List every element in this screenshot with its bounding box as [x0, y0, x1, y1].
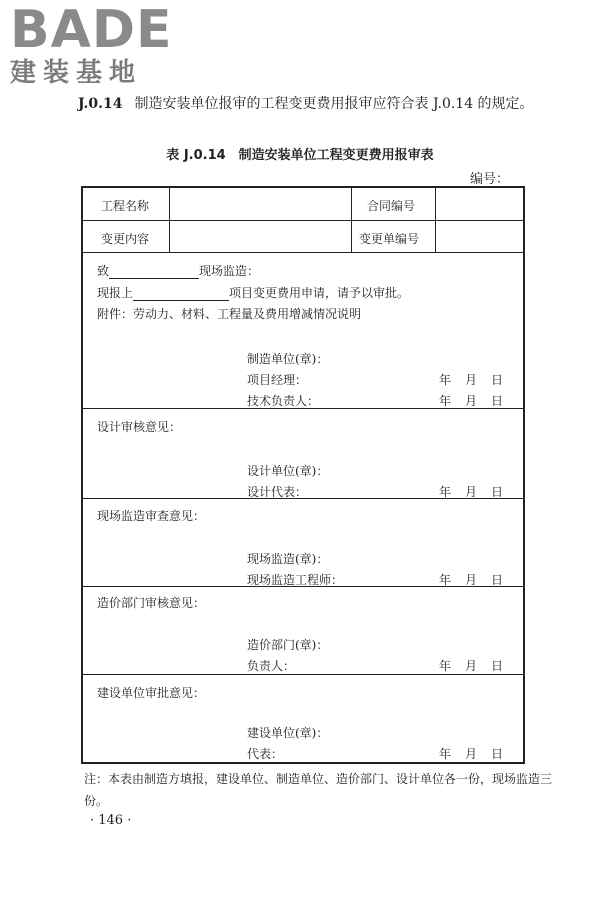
manufacturer-seal-label: 制造单位(章)：: [247, 352, 329, 366]
change-content-label: 变更内容: [101, 232, 150, 246]
owner-seal-label: 建设单位(章)：: [247, 726, 329, 740]
date-month: 月: [465, 485, 478, 499]
date-day: 日: [491, 747, 504, 761]
supervision-seal-label: 现场监造(章)：: [247, 552, 329, 566]
date-month: 月: [465, 573, 478, 587]
date-day: 日: [491, 394, 504, 408]
table-title: 表 J.0.14 制造安装单位工程变更费用报审表: [166, 148, 434, 163]
submission-suffix: 项目变更费用申请，请予以审批。: [229, 286, 410, 300]
row-divider: [83, 220, 523, 221]
project-manager-label: 项目经理：: [247, 373, 308, 387]
date-day: 日: [491, 485, 504, 499]
change-content-field[interactable]: [171, 222, 349, 250]
date-line: [439, 483, 503, 500]
contract-no-label: 合同编号: [367, 199, 416, 213]
design-seal-label: 设计单位(章)：: [247, 464, 329, 478]
date-year: 年: [439, 394, 452, 408]
submission-prefix: 现报上: [97, 286, 134, 300]
addressee-prefix: 致: [97, 264, 110, 278]
submission-line: [97, 284, 409, 301]
date-month: 月: [465, 659, 478, 673]
clause-text: 制造安装单位报审的工程变更费用报审应符合表 J.0.14 的规定。: [134, 96, 534, 112]
addressee-suffix: 现场监造：: [199, 264, 260, 278]
date-month: 月: [465, 394, 478, 408]
clause-paragraph: [78, 92, 558, 116]
project-name-label: 工程名称: [101, 199, 150, 213]
date-line: [439, 745, 503, 762]
supervision-engineer-label: 现场监造工程师：: [247, 573, 344, 587]
addressee-line: [97, 262, 259, 279]
table-note: 注：本表由制造方填报，建设单位、制造单位、造价部门、设计单位各一份，现场监造三份。: [84, 772, 553, 808]
contract-no-field[interactable]: [437, 190, 521, 218]
date-year: 年: [439, 485, 452, 499]
costing-review-heading: 造价部门审核意见：: [97, 596, 206, 610]
form-table: [81, 186, 525, 764]
date-day: 日: [491, 573, 504, 587]
clause-number: J.0.14: [78, 96, 123, 112]
change-no-field[interactable]: [437, 222, 521, 250]
date-line: [439, 392, 503, 409]
date-line: [439, 371, 503, 388]
project-blank[interactable]: [133, 286, 229, 301]
costing-seal-label: 造价部门(章)：: [247, 638, 329, 652]
design-rep-label: 设计代表：: [247, 485, 308, 499]
owner-approval-heading: 建设单位审批意见：: [97, 686, 206, 700]
date-month: 月: [465, 373, 478, 387]
addressee-blank[interactable]: [109, 264, 199, 279]
change-no-label: 变更单编号: [359, 232, 420, 246]
date-year: 年: [439, 373, 452, 387]
attachment-text: 附件：劳动力、材料、工程量及费用增减情况说明: [97, 307, 362, 321]
logo-brand: BADE: [10, 0, 173, 60]
date-year: 年: [439, 747, 452, 761]
project-name-field[interactable]: [171, 190, 349, 218]
logo-subtitle: 建装基地: [10, 58, 143, 88]
costing-person-label: 负责人：: [247, 659, 296, 673]
design-review-heading: 设计审核意见：: [97, 420, 182, 434]
tech-leader-label: 技术负责人：: [247, 394, 320, 408]
serial-number-label: 编号：: [470, 172, 510, 187]
page-number: · 146 ·: [90, 813, 132, 828]
date-line: [439, 571, 503, 588]
owner-rep-label: 代表：: [247, 747, 284, 761]
date-year: 年: [439, 659, 452, 673]
date-day: 日: [491, 373, 504, 387]
date-day: 日: [491, 659, 504, 673]
row-divider: [83, 252, 523, 253]
row-divider: [83, 674, 523, 675]
date-year: 年: [439, 573, 452, 587]
date-month: 月: [465, 747, 478, 761]
date-line: [439, 657, 503, 674]
supervision-review-heading: 现场监造审查意见：: [97, 509, 206, 523]
